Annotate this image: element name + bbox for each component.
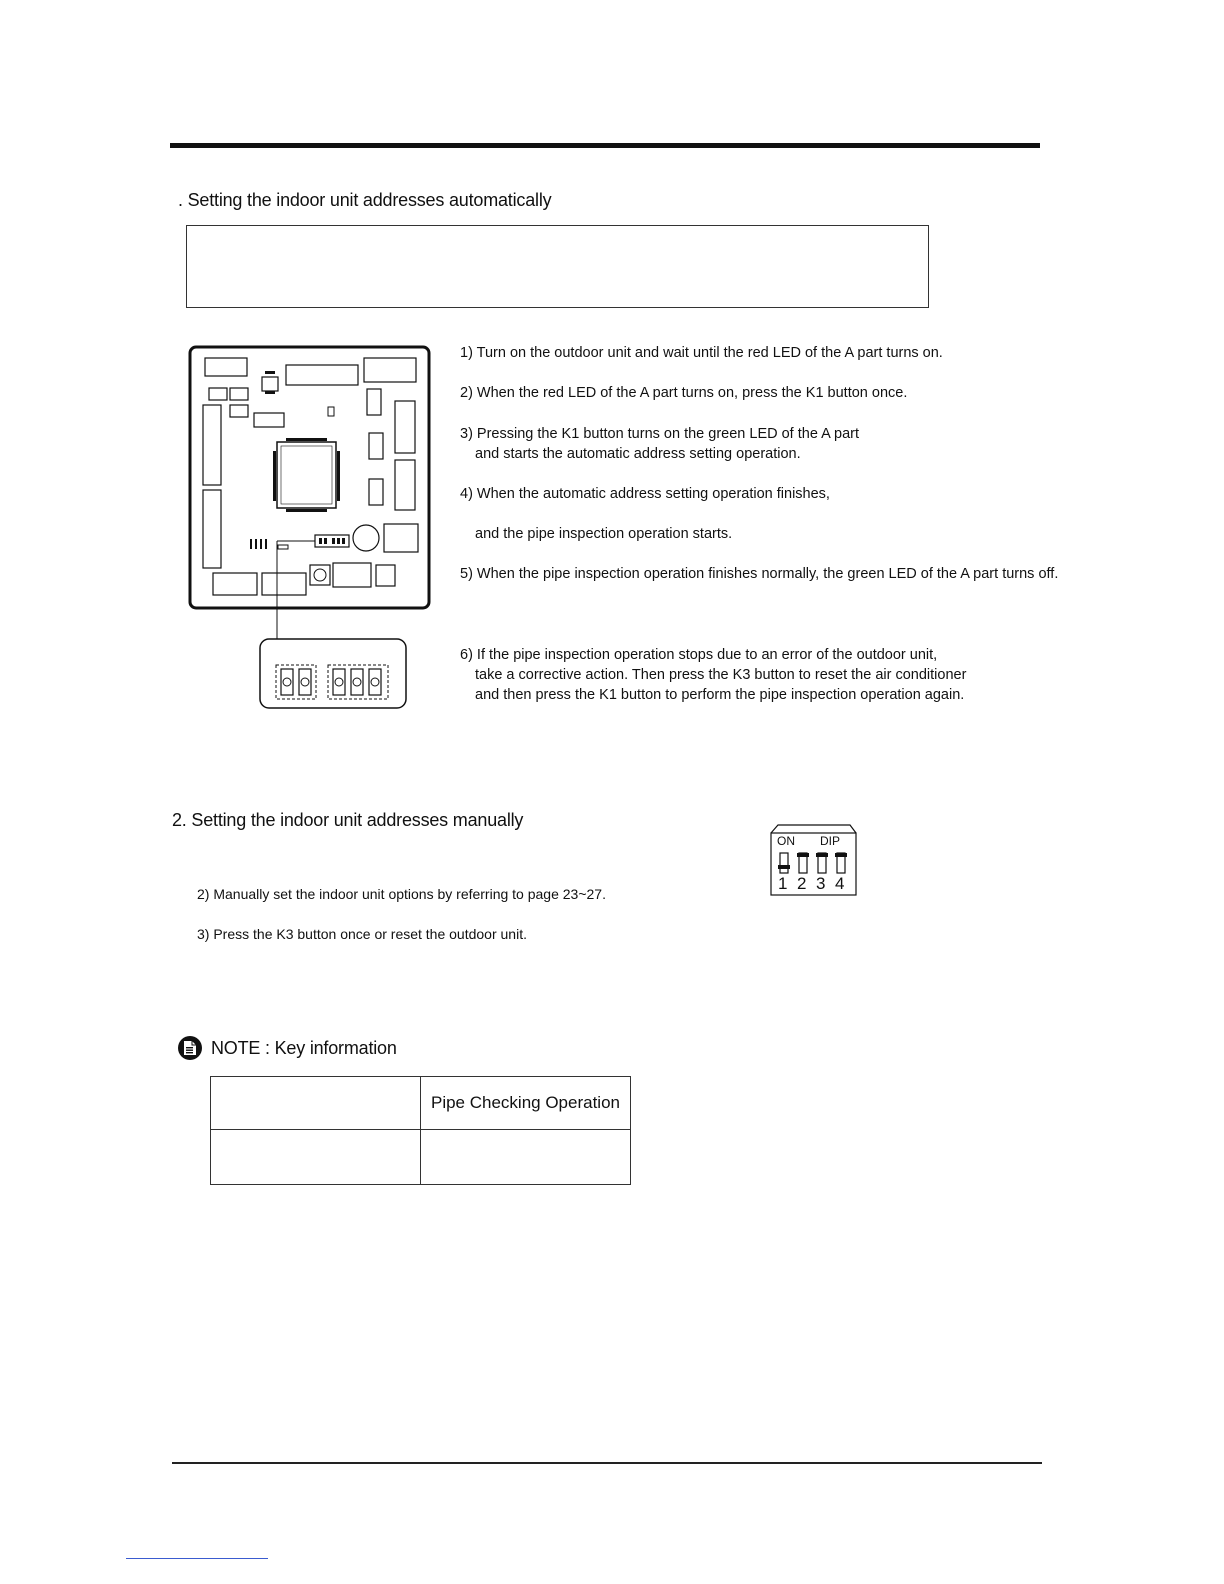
section-2-heading: 2. Setting the indoor unit addresses manually (172, 810, 524, 830)
footer-link-underline (126, 1558, 268, 1559)
auto-step-2: 2) When the red LED of the A part turns on, press the K1 button once. (460, 385, 908, 401)
pcb-board-diagram (185, 343, 435, 715)
auto-step-1: 1) Turn on the outdoor unit and wait until the red LED of the A part turns on. (460, 345, 943, 361)
manual-step-3: 3) Press the K3 button once or reset the outdoor unit. (197, 926, 527, 942)
table-cell-empty (421, 1130, 631, 1185)
auto-step-6: 6) If the pipe inspection operation stops due to an error of the outdoor unit, (460, 647, 938, 663)
auto-step-4: 4) When the automatic address setting operation finishes, (460, 486, 830, 502)
dip-number-3: 3 (816, 874, 826, 893)
note-title: NOTE : Key information (211, 1038, 397, 1058)
note-icon (178, 1036, 202, 1060)
manual-step-2: 2) Manually set the indoor unit options by referring to page 23~27. (197, 886, 606, 902)
table-cell-empty (211, 1130, 421, 1185)
note-document-glyph (183, 1040, 197, 1056)
header-rule (170, 143, 1040, 148)
empty-callout-box (186, 225, 929, 308)
table-row (211, 1077, 631, 1130)
table-header-pipe-checking: Pipe Checking Operation (421, 1077, 631, 1130)
key-information-table (210, 1076, 631, 1185)
auto-step-3: 3) Pressing the K1 button turns on the green LED of the A part (460, 426, 860, 442)
auto-step-3-cont: and starts the automatic address setting operation. (475, 446, 801, 462)
dip-switch-diagram (770, 823, 858, 897)
auto-step-4-cont: and the pipe inspection operation starts. (475, 526, 733, 542)
section-1-heading: . Setting the indoor unit addresses automatically (178, 190, 552, 210)
dip-on-label: ON (777, 834, 795, 848)
auto-step-6-cont-b: and then press the K1 button to perform the pipe inspection operation again. (475, 687, 965, 703)
dip-label: DIP (820, 834, 841, 848)
auto-step-6-cont-a: take a corrective action. Then press the K3 button to reset the air conditioner (475, 667, 967, 683)
auto-step-5: 5) When the pipe inspection operation finishes normally, the green LED of the A part turns off. (460, 566, 1059, 582)
footer-rule (172, 1462, 1042, 1464)
dip-number-4: 4 (835, 874, 845, 893)
table-cell-empty (211, 1077, 421, 1130)
dip-number-1: 1 (778, 874, 788, 893)
table-row (211, 1130, 631, 1185)
dip-number-2: 2 (797, 874, 807, 893)
